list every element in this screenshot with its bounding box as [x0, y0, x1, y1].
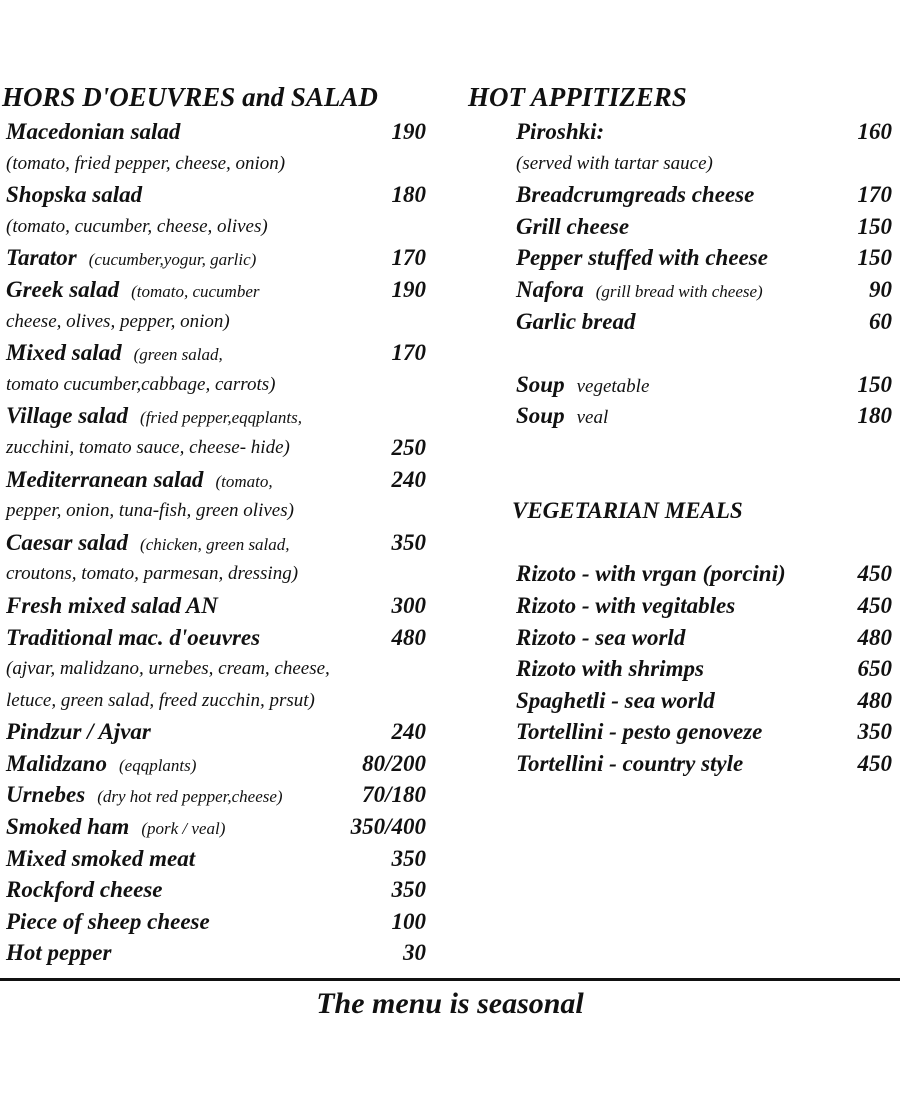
item-name: Greek salad — [6, 276, 120, 302]
item-price: 240 — [391, 466, 426, 492]
item-name: Rockford cheese — [6, 877, 163, 903]
item-price: 100 — [391, 908, 426, 934]
spacer — [468, 337, 892, 369]
menu-item — [468, 590, 892, 622]
item-price: 480 — [391, 624, 426, 650]
divider — [0, 978, 900, 981]
item-name: Tortellini - pesto genoveze — [516, 719, 763, 745]
item-name: Soup — [516, 371, 565, 397]
item-description: (dry hot red pepper,cheese) — [97, 787, 283, 807]
item-price: 170 — [391, 245, 426, 271]
item-price: 250 — [391, 434, 426, 460]
item-name: Mixed smoked meat — [6, 845, 196, 871]
item-price: 350/400 — [350, 814, 426, 840]
menu-item — [6, 937, 426, 969]
item-name: Village salad — [6, 403, 129, 429]
menu-item — [6, 748, 426, 780]
soups-list — [468, 369, 892, 432]
item-price: 90 — [869, 276, 892, 302]
menu-item — [468, 369, 892, 401]
item-price: 170 — [857, 182, 892, 208]
menu-item — [6, 274, 426, 306]
item-name: Grill cheese — [516, 213, 630, 239]
item-description: (served with tartar sauce) — [516, 152, 713, 174]
item-price: 480 — [857, 624, 892, 650]
menu-item-description — [6, 558, 426, 590]
menu-item — [6, 843, 426, 875]
item-name: Piroshki: — [516, 119, 605, 144]
menu-item — [468, 716, 892, 748]
menu-item — [6, 337, 426, 369]
item-price: 350 — [391, 877, 426, 903]
item-description: (fried pepper,eqqplants, — [140, 408, 302, 428]
menu-item — [6, 716, 426, 748]
item-price: 450 — [857, 561, 892, 587]
menu-item — [468, 400, 892, 432]
item-price: 350 — [391, 845, 426, 871]
menu-item — [468, 211, 892, 243]
footer-note: The menu is seasonal — [316, 987, 584, 1020]
menu-item — [6, 242, 426, 274]
section-heading: HOT APPITIZERS — [468, 82, 687, 112]
item-name: Mixed salad — [6, 340, 122, 366]
item-description: veal — [576, 407, 609, 429]
item-name: Garlic bread — [516, 308, 636, 334]
spacer — [468, 464, 892, 496]
item-price: 480 — [857, 687, 892, 713]
item-name: Rizoto with shrimps — [516, 656, 704, 682]
menu-item — [6, 779, 426, 811]
item-name: Pepper stuffed with cheese — [516, 245, 768, 271]
menu-item — [6, 906, 426, 938]
menu-item-description — [6, 148, 426, 180]
spacer — [468, 432, 892, 464]
item-name: Shopska salad — [6, 182, 143, 208]
hors-doeuvres-list — [6, 116, 426, 969]
menu-item — [468, 558, 892, 590]
menu-item-description — [6, 211, 426, 243]
item-price: 70/180 — [362, 782, 426, 808]
item-price: 160 — [857, 119, 892, 144]
item-description: cheese, olives, pepper, onion) — [6, 310, 230, 332]
item-description: tomato cucumber,cabbage, carrots) — [6, 373, 276, 395]
item-price: 450 — [857, 750, 892, 776]
item-name: Tarator — [6, 245, 77, 271]
item-price: 240 — [391, 719, 426, 745]
item-name: Caesar salad — [6, 529, 129, 555]
item-price: 150 — [857, 213, 892, 239]
menu-item-description — [6, 306, 426, 338]
menu-item-description — [6, 495, 426, 527]
menu-item — [6, 400, 426, 432]
menu-item — [468, 274, 892, 306]
item-name: Rizoto - sea world — [516, 624, 686, 650]
item-description: (pork / veal) — [141, 819, 226, 839]
vegetarian-list — [468, 558, 892, 779]
item-price: 180 — [391, 182, 426, 208]
item-name: Breadcrumgreads cheese — [516, 182, 755, 208]
item-price: 170 — [391, 340, 426, 366]
item-name: Urnebes — [6, 782, 86, 808]
menu-item — [468, 685, 892, 717]
menu-item — [468, 116, 892, 148]
item-description: croutons, tomato, parmesan, dressing) — [6, 563, 299, 585]
item-name: Spaghetli - sea world — [516, 687, 715, 713]
item-name: Pindzur / Ajvar — [6, 719, 151, 745]
item-name: Macedonian salad — [6, 119, 181, 144]
item-price: 150 — [857, 245, 892, 271]
menu-item — [6, 179, 426, 211]
item-name: Soup — [516, 403, 565, 429]
menu-item — [6, 811, 426, 843]
item-description: (eqqplants) — [118, 755, 197, 775]
menu-item — [468, 242, 892, 274]
item-description: letuce, green salad, freed zucchin, prsut) — [6, 689, 315, 711]
item-name: Nafora — [516, 276, 584, 302]
item-name: Smoked ham — [6, 814, 130, 840]
menu-item-description — [6, 432, 426, 464]
item-description: (tomato, cucumber — [131, 281, 260, 301]
hot-appetizers-section — [468, 78, 892, 779]
menu-item — [6, 116, 426, 148]
item-name: Hot pepper — [6, 940, 112, 966]
item-name: Mediterranean salad — [6, 466, 204, 492]
menu-item-description — [6, 369, 426, 401]
spacer — [468, 527, 892, 559]
section-heading: HORS D'OEUVRES and SALAD — [2, 82, 378, 112]
menu-item — [468, 306, 892, 338]
item-description: (chicken, green salad, — [140, 534, 290, 554]
item-price: 190 — [391, 119, 426, 144]
menu-item — [6, 590, 426, 622]
menu-item — [6, 464, 426, 496]
menu-item — [468, 622, 892, 654]
item-description: (cucumber,yogur, garlic) — [88, 250, 257, 270]
item-price: 450 — [857, 592, 892, 618]
item-name: Malidzano — [6, 750, 107, 776]
item-name: Fresh mixed salad AN — [6, 592, 218, 618]
item-description: (green salad, — [133, 345, 223, 365]
vegetarian-heading: VEGETARIAN MEALS — [512, 498, 743, 524]
menu-item — [468, 748, 892, 780]
item-price: 80/200 — [362, 750, 426, 776]
item-price: 350 — [391, 529, 426, 555]
menu-item — [468, 653, 892, 685]
menu-item — [6, 622, 426, 654]
menu-item-description — [468, 148, 892, 180]
item-name: Traditional mac. d'oeuvres — [6, 624, 261, 650]
hot-appetizers-list — [468, 116, 892, 337]
item-description: (tomato, — [215, 471, 273, 491]
menu-item — [6, 527, 426, 559]
menu-item — [468, 179, 892, 211]
item-price: 190 — [391, 276, 426, 302]
item-name: Rizoto - with vegitables — [516, 592, 736, 618]
item-description: (tomato, cucumber, cheese, olives) — [6, 215, 268, 237]
item-name: Piece of sheep cheese — [6, 908, 210, 934]
item-price: 650 — [857, 656, 892, 682]
menu-item-description — [6, 685, 426, 717]
item-price: 180 — [857, 403, 892, 429]
item-description: zucchini, tomato sauce, cheese- hide) — [6, 436, 290, 458]
item-description: (tomato, fried pepper, cheese, onion) — [6, 152, 286, 174]
item-price: 300 — [391, 592, 426, 618]
item-description: (ajvar, malidzano, urnebes, cream, cheese, — [6, 658, 330, 680]
item-price: 60 — [869, 308, 892, 334]
item-description: pepper, onion, tuna-fish, green olives) — [6, 500, 294, 522]
item-name: Rizoto - with vrgan (porcini) — [516, 561, 786, 587]
menu-item-description — [6, 653, 426, 685]
item-description: (grill bread with cheese) — [595, 281, 763, 301]
item-description: vegetable — [576, 375, 650, 397]
menu-item — [6, 874, 426, 906]
item-name: Tortellini - country style — [516, 750, 744, 776]
item-price: 350 — [857, 719, 892, 745]
hors-doeuvres-section — [2, 78, 426, 969]
item-price: 30 — [403, 940, 426, 966]
item-price: 150 — [857, 371, 892, 397]
